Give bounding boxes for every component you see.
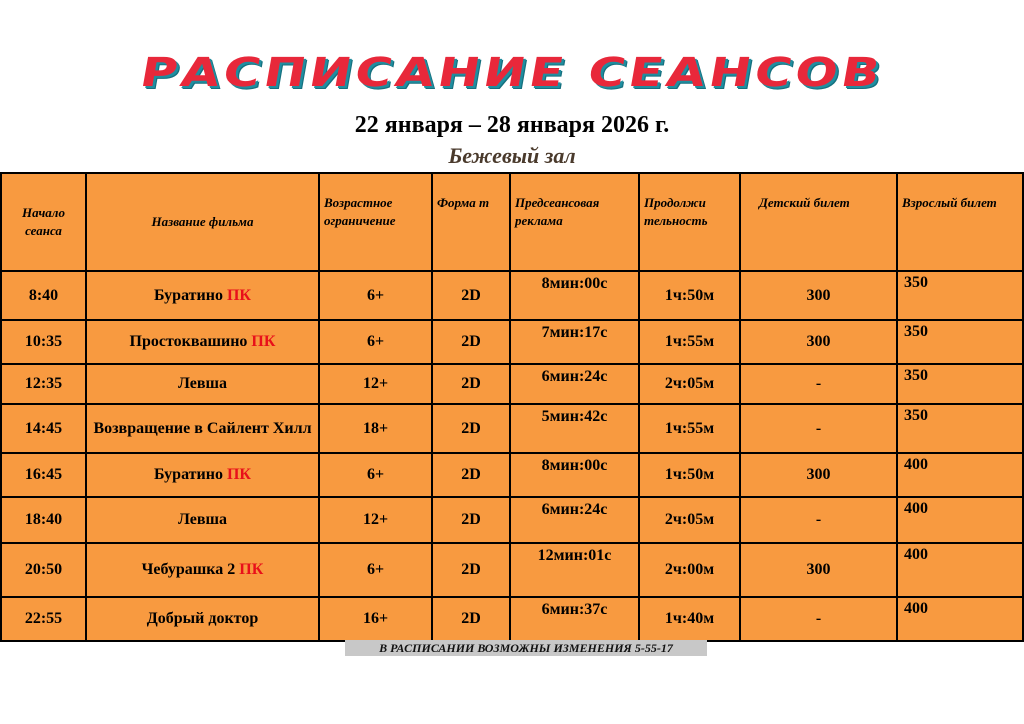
pk-tag: ПК <box>226 466 251 483</box>
age-rating: 6+ <box>319 543 432 597</box>
adult-ticket-price: 350 <box>897 320 1023 364</box>
ad-duration: 8мин:00с <box>510 271 639 320</box>
adult-ticket-price: 350 <box>897 404 1023 453</box>
film-cell <box>86 364 319 404</box>
film-duration: 2ч:05м <box>639 497 740 543</box>
age-rating: 16+ <box>319 597 432 641</box>
schedule-notice: В РАСПИСАНИИ ВОЗМОЖНЫ ИЗМЕНЕНИЯ 5-55-17 <box>345 640 707 656</box>
film-cell <box>86 543 319 597</box>
col-header-start: Начало сеанса <box>1 173 86 271</box>
session-time: 18:40 <box>1 497 86 543</box>
child-ticket-price: 300 <box>740 543 897 597</box>
film-duration: 1ч:40м <box>639 597 740 641</box>
film-title: Буратино <box>153 286 223 304</box>
child-ticket-price: - <box>740 404 897 453</box>
film-title: Простоквашино <box>129 333 248 350</box>
date-range: 22 января – 28 января 2026 г. <box>354 112 670 138</box>
col-header-adult: Взрослый билет <box>897 173 1023 271</box>
film-duration: 2ч:00м <box>639 543 740 597</box>
film-duration: 1ч:50м <box>639 453 740 497</box>
ad-duration: 8мин:00с <box>510 453 639 497</box>
session-time: 20:50 <box>1 543 86 597</box>
table-row <box>1 543 1023 597</box>
ad-duration: 7мин:17с <box>510 320 639 364</box>
col-header-ads: Предсеансовая реклама <box>510 173 639 271</box>
film-duration: 1ч:55м <box>639 320 740 364</box>
schedule-table <box>0 172 1024 642</box>
film-cell <box>86 497 319 543</box>
pk-tag: ПК <box>239 561 264 578</box>
pk-tag: ПК <box>251 333 276 350</box>
child-ticket-price: - <box>740 364 897 404</box>
session-time: 10:35 <box>1 320 86 364</box>
film-cell <box>86 453 319 497</box>
ad-duration: 12мин:01с <box>510 543 639 597</box>
adult-ticket-price: 400 <box>897 597 1023 641</box>
adult-ticket-price: 400 <box>897 543 1023 597</box>
film-duration: 1ч:50м <box>639 271 740 320</box>
age-rating: 18+ <box>319 404 432 453</box>
adult-ticket-price: 400 <box>897 497 1023 543</box>
film-cell <box>86 597 319 641</box>
col-header-film: Название фильма <box>86 173 319 271</box>
film-format: 2D <box>432 597 510 641</box>
age-rating: 12+ <box>319 364 432 404</box>
ad-duration: 6мин:24с <box>510 364 639 404</box>
film-format: 2D <box>432 543 510 597</box>
col-header-age: Возрастное ограничение <box>319 173 432 271</box>
film-duration: 1ч:55м <box>639 404 740 453</box>
ad-duration: 6мин:37с <box>510 597 639 641</box>
ad-duration: 6мин:24с <box>510 497 639 543</box>
session-time: 22:55 <box>1 597 86 641</box>
film-title: Чебурашка 2 <box>141 561 236 578</box>
age-rating: 6+ <box>319 320 432 364</box>
adult-ticket-price: 350 <box>897 364 1023 404</box>
child-ticket-price: 300 <box>740 453 897 497</box>
film-cell <box>86 271 319 320</box>
child-ticket-price: 300 <box>740 271 897 320</box>
film-cell <box>86 320 319 364</box>
child-ticket-price: - <box>740 497 897 543</box>
age-rating: 6+ <box>319 271 432 320</box>
film-format: 2D <box>432 271 510 320</box>
table-row <box>1 597 1023 641</box>
table-row <box>1 404 1023 453</box>
adult-ticket-price: 400 <box>897 453 1023 497</box>
film-format: 2D <box>432 320 510 364</box>
col-header-format: Форма т <box>432 173 510 271</box>
film-duration: 2ч:05м <box>639 364 740 404</box>
age-rating: 6+ <box>319 453 432 497</box>
table-row <box>1 453 1023 497</box>
table-row <box>1 271 1023 320</box>
child-ticket-price: 300 <box>740 320 897 364</box>
header-row <box>1 173 1023 271</box>
child-ticket-price: - <box>740 597 897 641</box>
session-time: 16:45 <box>1 453 86 497</box>
ad-duration: 5мин:42с <box>510 404 639 453</box>
table-row <box>1 320 1023 364</box>
film-title: Левша <box>177 511 228 528</box>
film-format: 2D <box>432 404 510 453</box>
pk-tag: ПК <box>226 286 251 304</box>
film-title: Добрый доктор <box>146 610 259 627</box>
age-rating: 12+ <box>319 497 432 543</box>
session-time: 14:45 <box>1 404 86 453</box>
film-format: 2D <box>432 453 510 497</box>
hall-name: Бежевый зал <box>448 143 576 168</box>
film-format: 2D <box>432 364 510 404</box>
table-row <box>1 364 1023 404</box>
film-title: Возвращение в Сайлент Хилл <box>93 419 312 437</box>
film-title: Буратино <box>153 466 223 483</box>
table-row <box>1 497 1023 543</box>
page-title: РАСПИСАНИЕ СЕАНСОВ <box>136 50 888 96</box>
col-header-duration: Продолжи тельность <box>639 173 740 271</box>
col-header-child: Детский билет <box>740 173 897 271</box>
film-cell <box>86 404 319 453</box>
session-time: 12:35 <box>1 364 86 404</box>
session-time: 8:40 <box>1 271 86 320</box>
adult-ticket-price: 350 <box>897 271 1023 320</box>
film-title: Левша <box>177 375 228 392</box>
film-format: 2D <box>432 497 510 543</box>
